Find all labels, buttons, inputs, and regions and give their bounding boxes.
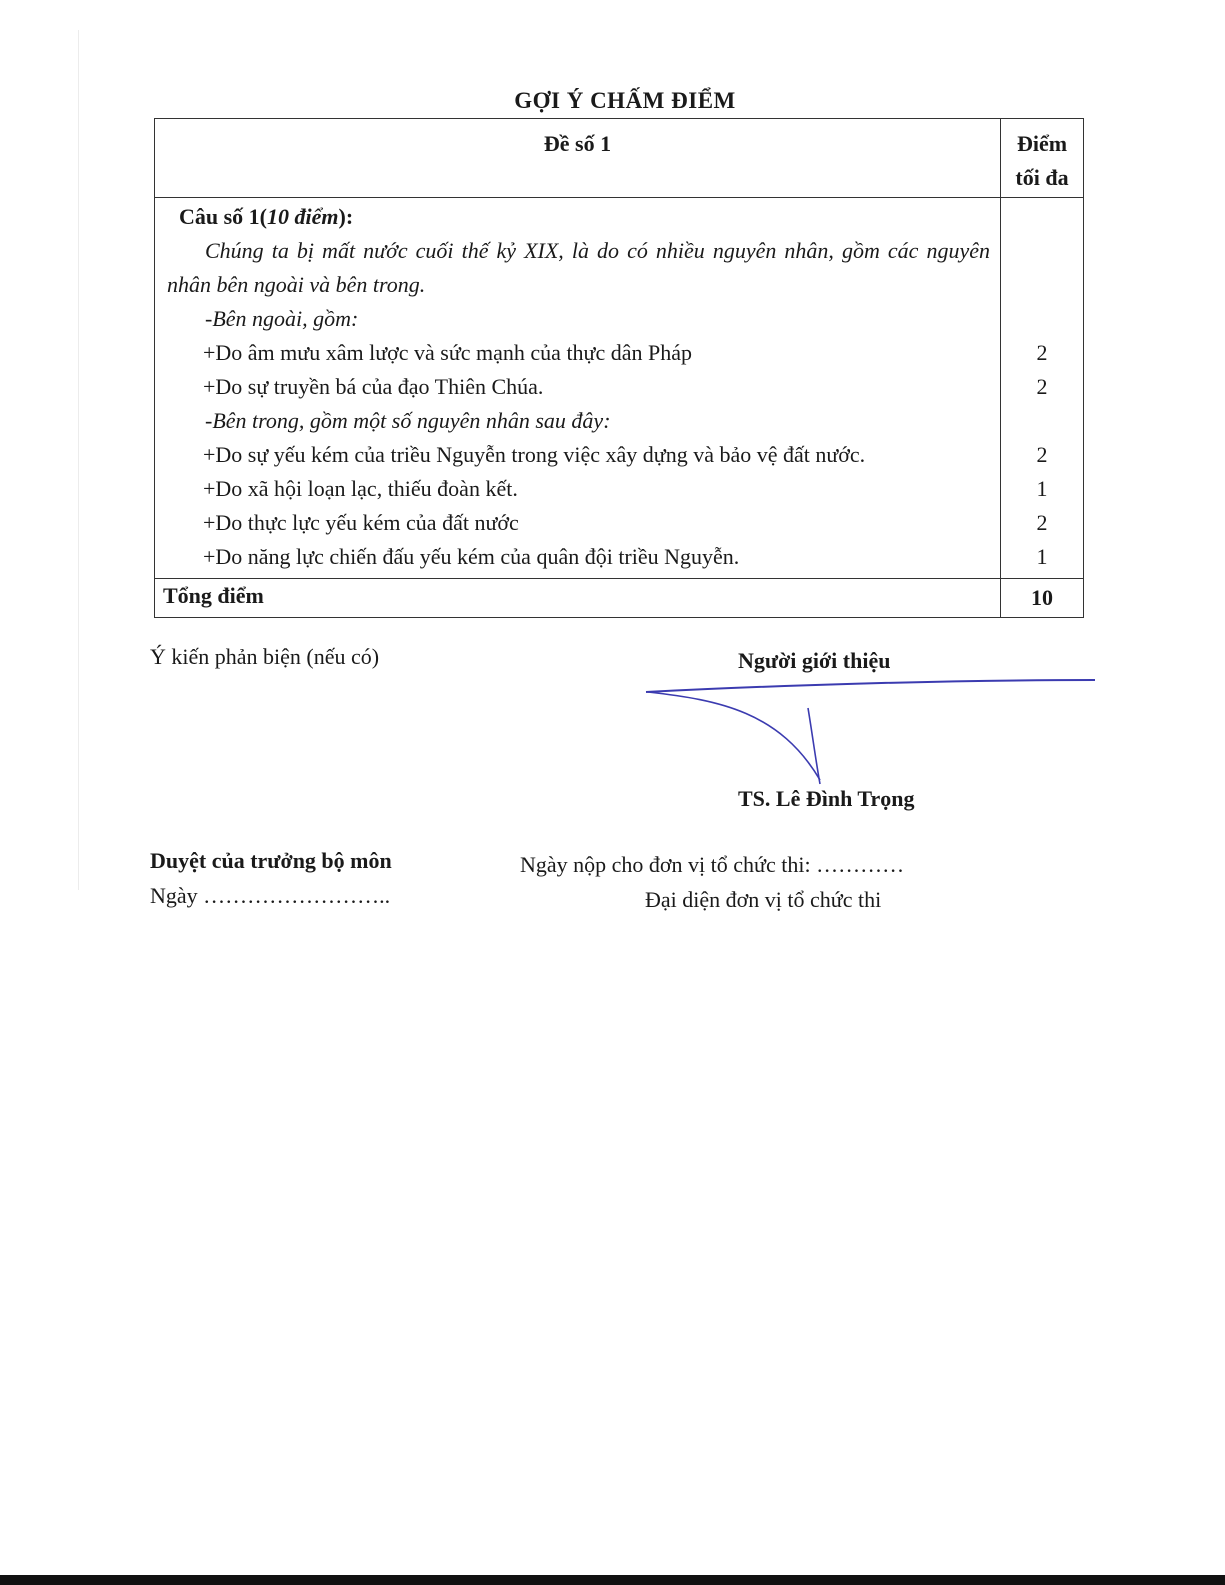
question-title — [167, 200, 990, 234]
list-item: +Do sự truyền bá của đạo Thiên Chúa. — [203, 374, 544, 399]
introducer-label: Người giới thiệu — [738, 648, 891, 673]
score-value: 1 — [1036, 544, 1048, 569]
introducer-name: TS. Lê Đình Trọng — [738, 786, 915, 811]
review-label: Ý kiến phản biện (nếu có) — [150, 644, 380, 669]
exam-number: Đề số 1 — [543, 131, 612, 156]
list-item: +Do thực lực yếu kém của đất nước — [203, 510, 519, 535]
score-value: 2 — [1036, 510, 1048, 535]
inside-heading: -Bên trong, gồm một số nguyên nhân sau đây: — [205, 408, 611, 433]
signature-mark — [640, 672, 1100, 802]
list-item: +Do âm mưu xâm lược và sức mạnh của thực dân Pháp — [203, 340, 693, 365]
document-title: GỢI Ý CHẤM ĐIỂM — [514, 88, 736, 113]
table-header-row — [155, 119, 1084, 198]
scan-edge — [78, 30, 79, 890]
total-score: 10 — [1001, 579, 1084, 618]
question-row — [155, 198, 1084, 579]
approval-label: Duyệt của trưởng bộ môn — [150, 848, 392, 873]
scan-bottom-bar — [0, 1575, 1225, 1585]
total-label: Tổng điểm — [155, 579, 1001, 618]
list-item: +Do sự yếu kém của triều Nguyễn trong việc xây dựng và bảo vệ đất nước. — [203, 442, 866, 467]
organizer-label: Đại diện đơn vị tổ chức thi — [645, 887, 882, 912]
outside-heading: -Bên ngoài, gồm: — [205, 306, 359, 331]
question-intro: Chúng ta bị mất nước cuối thế kỷ XIX, là do có nhiều nguyên nhân, gồm các nguyên nhân bên ngoài và bên trong. — [167, 238, 990, 297]
score-value: 2 — [1036, 340, 1048, 365]
grading-table — [154, 118, 1084, 618]
list-item: +Do xã hội loạn lạc, thiếu đoàn kết. — [203, 476, 518, 501]
total-row — [155, 579, 1084, 618]
question-points: 10 điểm — [267, 204, 339, 229]
submission-date: Ngày nộp cho đơn vị tổ chức thi: ………… — [520, 852, 905, 877]
score-value: 2 — [1036, 374, 1048, 399]
exam-header — [155, 119, 1001, 198]
question-close: ): — [338, 204, 354, 229]
max-score-header-line1: Điểm — [1016, 131, 1068, 156]
question-label: Câu số 1( — [179, 204, 268, 229]
max-score-header-line2: tối đa — [1015, 165, 1069, 190]
question-content — [155, 198, 1001, 579]
list-item: +Do năng lực chiến đấu yếu kém của quân đội triều Nguyễn. — [203, 544, 740, 569]
score-value: 2 — [1036, 442, 1048, 467]
max-score-header — [1001, 119, 1084, 198]
score-value: 1 — [1036, 476, 1048, 501]
score-column — [1001, 198, 1084, 579]
approval-date: Ngày …………………….. — [150, 883, 391, 908]
